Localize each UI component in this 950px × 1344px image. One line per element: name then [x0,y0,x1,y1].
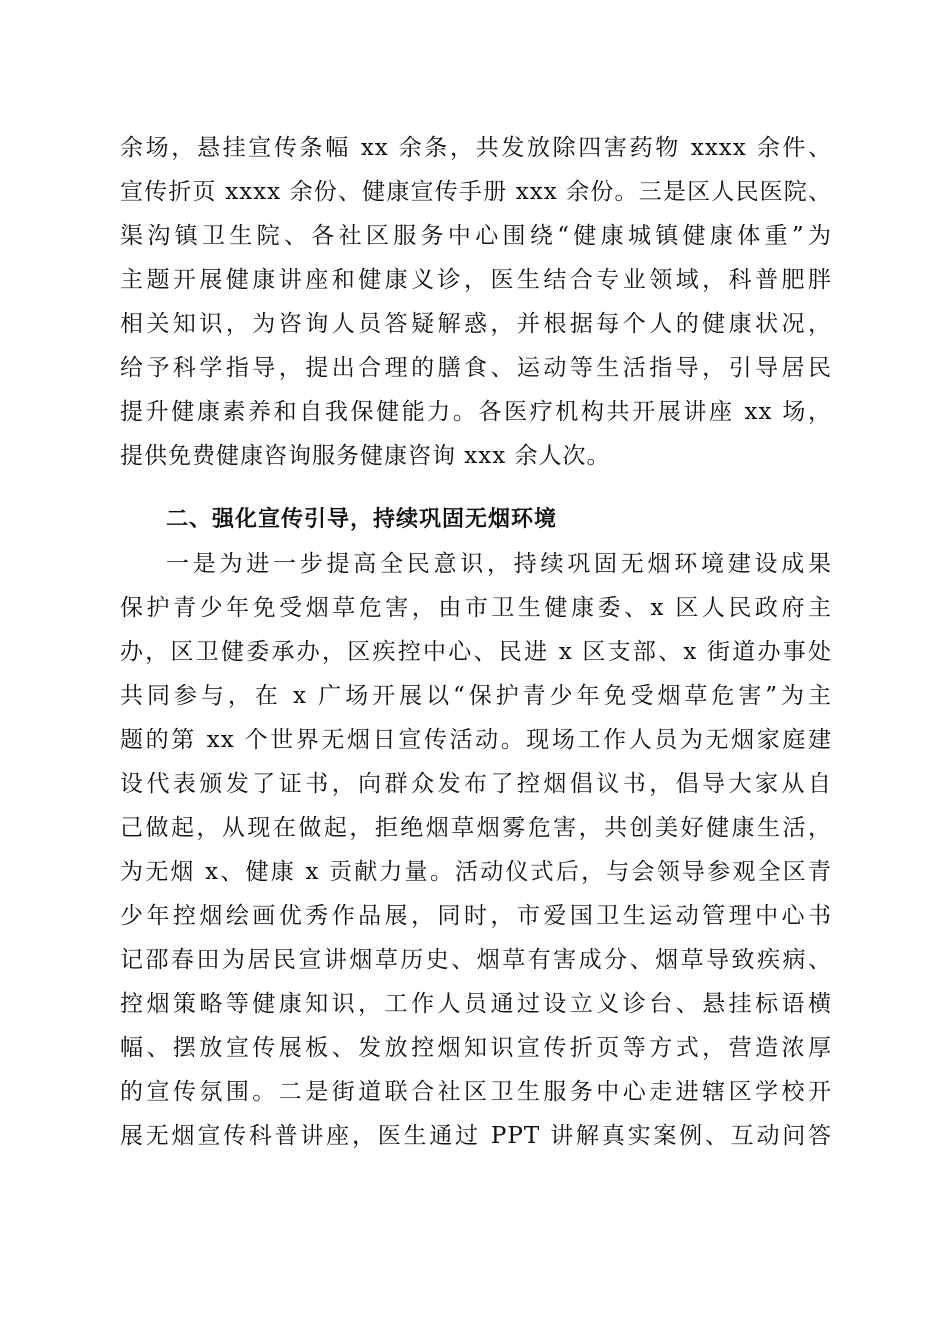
text-line: 保护青少年免受烟草危害，由市卫生健康委、x 区人民政府主 [120,595,832,621]
paragraph-continued [120,126,832,478]
section-heading: 二、强化宣传引导，持续巩固无烟环境 [166,507,558,532]
text-line: 少年控烟绘画优秀作品展，同时，市爱国卫生运动管理中心书 [120,903,832,929]
text-line: 记邵春田为居民宣讲烟草历史、烟草有害成分、烟草导致疾病、 [120,947,832,973]
text-line: 为无烟 x、健康 x 贡献力量。活动仪式后，与会领导参观全区青 [120,859,832,885]
paragraph-section-2 [120,542,832,1158]
text-line: 一是为进一步提高全民意识，持续巩固无烟环境建设成果 [166,551,832,577]
text-line: 展无烟宣传科普讲座，医生通过 PPT 讲解真实案例、互动问答 [120,1123,832,1149]
text-line: 幅、摆放宣传展板、发放控烟知识宣传折页等方式，营造浓厚 [120,1035,832,1061]
text-line: 题的第 xx 个世界无烟日宣传活动。现场工作人员为无烟家庭建 [120,727,832,753]
text-line: 宣传折页 xxxx 余份、健康宣传手册 xxx 余份。三是区人民医院、 [120,179,832,205]
text-line: 提升健康素养和自我保健能力。各医疗机构共开展讲座 xx 场， [120,399,832,425]
text-line: 控烟策略等健康知识，工作人员通过设立义诊台、悬挂标语横 [120,991,832,1017]
text-line: 设代表颁发了证书，向群众发布了控烟倡议书，倡导大家从自 [120,771,832,797]
text-line: 提供免费健康咨询服务健康咨询 xxx 余人次。 [120,443,611,469]
section-heading-block [120,498,832,542]
text-line: 相关知识，为咨询人员答疑解惑，并根据每个人的健康状况， [120,311,832,337]
text-line: 渠沟镇卫生院、各社区服务中心围绕“健康城镇健康体重”为 [120,223,832,249]
text-line: 共同参与，在 x 广场开展以“保护青少年免受烟草危害”为主 [120,683,832,709]
text-line: 己做起，从现在做起，拒绝烟草烟雾危害，共创美好健康生活， [120,815,832,841]
text-line: 办，区卫健委承办，区疾控中心、民进 x 区支部、x 街道办事处 [120,639,832,665]
text-line: 主题开展健康讲座和健康义诊，医生结合专业领域，科普肥胖 [120,267,832,293]
text-line: 的宣传氛围。二是街道联合社区卫生服务中心走进辖区学校开 [120,1079,832,1105]
text-line: 余场，悬挂宣传条幅 xx 余条，共发放除四害药物 xxxx 余件、 [120,135,832,161]
text-line: 给予科学指导，提出合理的膳食、运动等生活指导，引导居民 [120,355,832,381]
